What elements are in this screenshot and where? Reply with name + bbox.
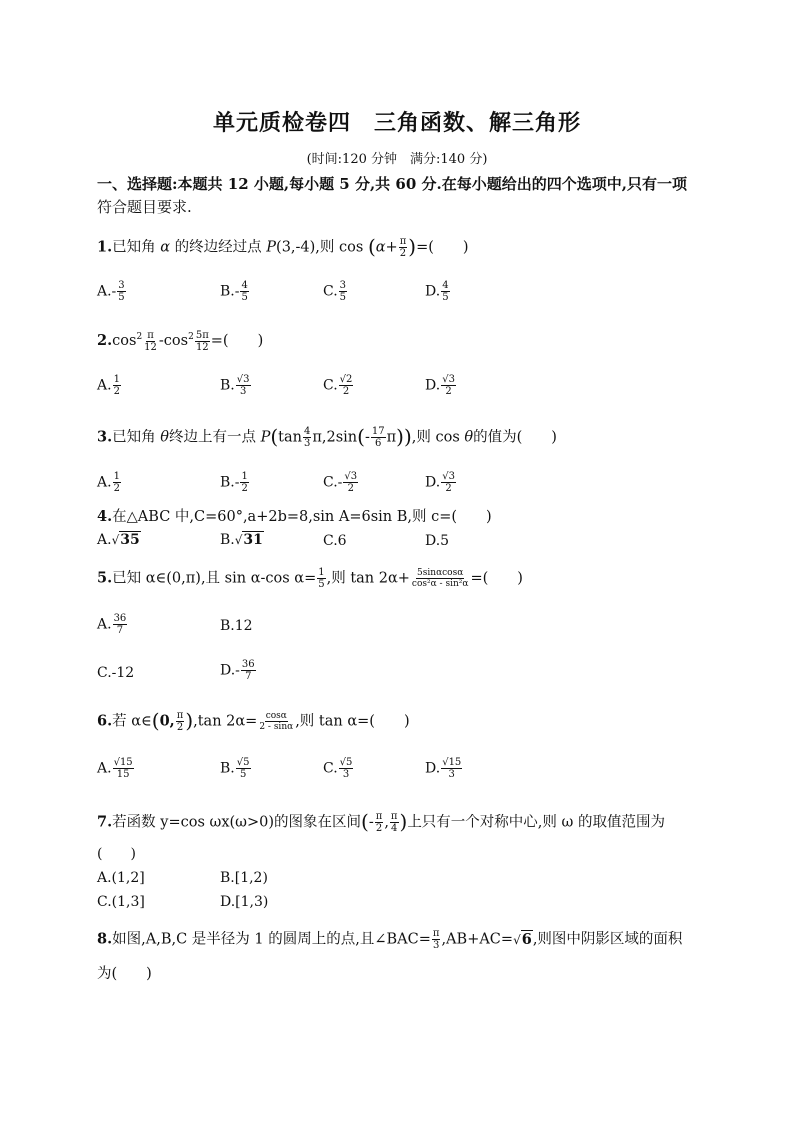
q5-option-c: C.-12 (97, 665, 135, 681)
q4-option-a: A.√35 (97, 532, 140, 548)
question-7: 7.若函数 y=cos ωx(ω>0)的图象在区间(- $\frac{\pi}{2}$ , $\frac{\pi}{4}$ )上只有一个对称中心,则 ω 的取值范围为 (97, 809, 665, 834)
q1-option-a: A.- $\frac{3}{5}$ (97, 280, 125, 303)
q4-option-d: D.5 (425, 533, 450, 549)
q4-option-b: B.√31 (220, 532, 263, 548)
question-8-cont: 为( ) (97, 966, 152, 982)
q2-option-b: B. $\frac{√3}{3}$ (220, 374, 250, 397)
q7-answer-paren: ( ) (97, 846, 136, 862)
q6-option-b: B. $\frac{√5}{5}$ (220, 757, 250, 780)
question-8: 8.如图,A,B,C 是半径为 1 的圆周上的点,且∠BAC= $\frac{\pi}{3}$ ,AB+AC=√6,则图中阴影区域的面积 (97, 928, 683, 951)
q1-option-d: D. $\frac{4}{5}$ (425, 280, 449, 303)
q1-option-c: C. $\frac{3}{5}$ (323, 280, 347, 303)
q7-option-c: C.(1,3] (97, 894, 145, 910)
exam-info: (时间:120 分钟 满分:140 分) (306, 152, 488, 167)
q7-option-a: A.(1,2] (97, 870, 145, 886)
q3-option-c: C.- $\frac{√3}{2}$ (323, 471, 358, 494)
question-4: 4.在△ABC 中,C=60°,a+2b=8,sin A=6sin B,则 c=( ) (97, 508, 492, 525)
q5-option-d: D.- $\frac{36}{7}$ (220, 659, 255, 682)
q4-option-c: C.6 (323, 533, 347, 549)
q2-option-c: C. $\frac{√2}{2}$ (323, 374, 353, 397)
question-5: 5.已知 α∈(0,π),且 sin α-cos α= $\frac{1}{5}$ ,则 tan 2α+ $\frac{5\sin\alpha\cos\alpha}{\text{cos²α - sin²α}}$ =( ) (97, 567, 523, 590)
q2-option-a: A. $\frac{1}{2}$ (97, 374, 120, 397)
q5-option-b: B.12 (220, 618, 253, 634)
q1-option-b: B.- $\frac{4}{5}$ (220, 280, 248, 303)
q3-option-a: A. $\frac{1}{2}$ (97, 471, 120, 494)
page-title: 单元质检卷四 三角函数、解三角形 (212, 110, 581, 136)
q7-option-d: D.[1,3) (220, 894, 269, 910)
q6-option-d: D. $\frac{√15}{3}$ (425, 757, 462, 780)
section-heading: 一、选择题:本题共 12 小题,每小题 5 分,共 60 分.在每小题给出的四个选项中,只有一项 (97, 175, 687, 193)
question-2: $2.\cos^2$ $\frac{\pi}{12}$ $-\cos^2$ $\frac{5\pi}{12}$ =( ) (97, 329, 264, 353)
section-heading-cont: 符合题目要求. (97, 198, 192, 216)
q6-option-a: A. $\frac{√15}{15}$ (97, 757, 133, 780)
question-3: 3.已知角 θ终边上有一点 P(tan $\frac{4}{3}$ π,2sin(- $\frac{17}{6}$ π)),则 cos θ的值为( ) (97, 424, 557, 449)
q5-option-a: A. $\frac{36}{7}$ (97, 613, 127, 636)
q3-option-d: D. $\frac{√3}{2}$ (425, 471, 455, 494)
q6-option-c: C. $\frac{√5}{3}$ (323, 757, 353, 780)
question-6: 6.若 α∈(0, $\frac{\pi}{2}$ ),tan 2α= $\frac{\cos\alpha}{2 - \sin\alpha}$ ,则 tan α=( ) (97, 708, 410, 733)
question-1: 1.已知角 α 的终边经过点 P(3,-4),则 cos (α+ $\frac{\pi}{2}$ )=( ) (97, 234, 469, 259)
q7-option-b: B.[1,2) (220, 870, 268, 886)
q2-option-d: D. $\frac{√3}{2}$ (425, 374, 455, 397)
q3-option-b: B.- $\frac{1}{2}$ (220, 471, 248, 494)
